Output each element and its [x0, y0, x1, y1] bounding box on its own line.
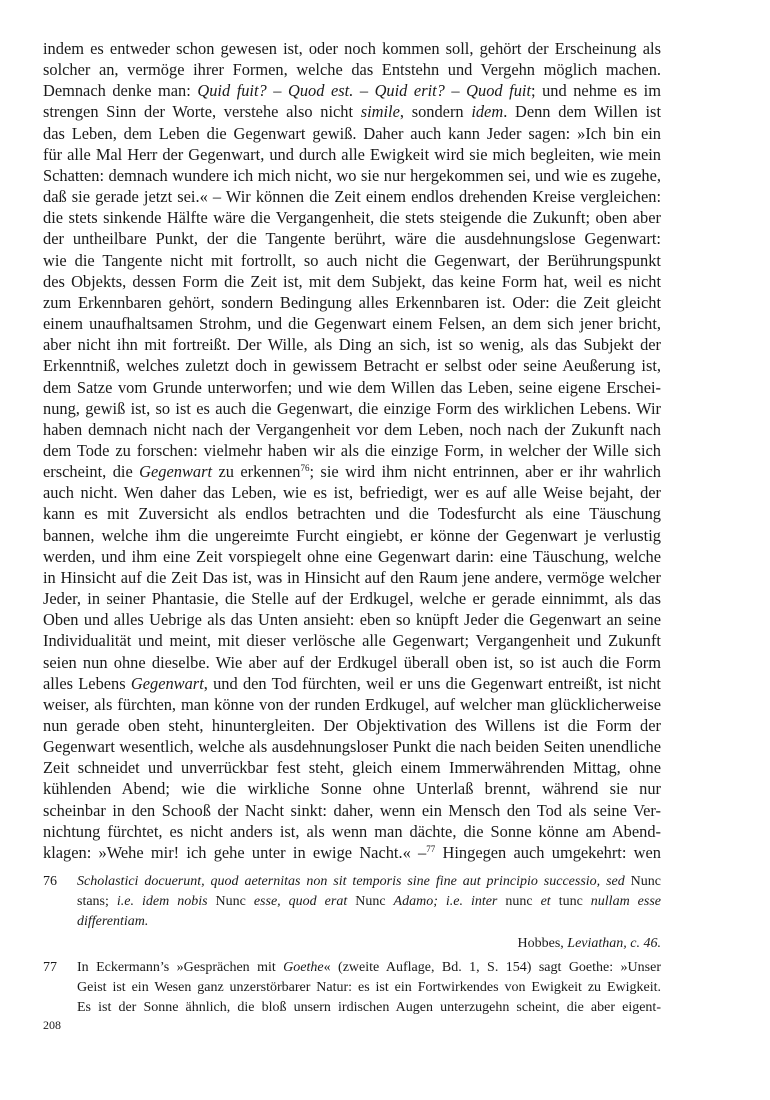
- text-line: klagen: »Wehe mir! ich gehe unter in ewige Nacht.« –$^{77}$ Hingegen auch umgekehrt: wen: [43, 842, 661, 862]
- text-line: das Leben, dem Leben die Gegenwart gewiß. Daher auch kann Jeder sagen: »Ich bin ein: [43, 123, 661, 143]
- text-line: kann es mit Zuversicht als endlos betrachten und die Todesfurcht als eine Täuschung: [43, 504, 661, 524]
- italic-run: idem: [471, 102, 504, 122]
- footnote-line: Scholastici docuerunt, quod aeternitas non sit temporis sine fine aut principio successio, sed Nunc: [77, 874, 661, 890]
- footnote-number: 77: [43, 960, 57, 976]
- footnote-line: Geist ist ein Wesen ganz unzerstörbarer Natur: es ist ein Fortwirkendes von Ewigkeit zu Ewigkeit.: [77, 980, 661, 996]
- italic-run: Leviathan, c. 46.: [567, 936, 661, 952]
- text-line: einem unaufhaltsamen Strohm, und die Gegenwart einem Felsen, an dem sich jener bricht,: [43, 314, 661, 334]
- text-line: bannen, welche ihm die ungereimte Furcht eingiebt, er könne der Gegenwart je verlustig: [43, 525, 661, 545]
- italic-run: Goethe: [283, 960, 324, 976]
- text-line: werden, und ihm eine Zeit vorspiegelt ohne eine Gegenwart darin: eine Täuschung, welche: [43, 546, 661, 566]
- italic-run: simile: [360, 102, 400, 122]
- italic-run: esse, quod erat: [253, 894, 348, 910]
- text-line: weiser, als fürchten, man könne von der runden Erdkugel, auf welcher man glücklicherweise: [43, 694, 661, 714]
- text-line: des Objekts, dessen Form die Zeit ist, mit dem Subjekt, das keine Form hat, weil es nicht: [43, 271, 661, 291]
- text-line: Gegenwart wesentlich, welche als ausdehnungsloser Punkt die nach beiden Seiten unendliche: [43, 737, 661, 757]
- footnote-text: [77, 872, 661, 954]
- text-line: für alle Mal Herr der Gegenwart, und durch alle Ewigkeit wird sie mich begleiten, wie mein: [43, 144, 661, 164]
- text-line: nichtung fürchtet, es nicht anders ist, als wenn man dächte, die Sonne könne am Abend-: [43, 821, 661, 841]
- main-text: [43, 38, 661, 863]
- text-line: indem es entweder schon gewesen ist, oder noch kommen soll, gehört der Erscheinung als: [43, 39, 661, 58]
- text-line: Schatten: demnach wundere ich mich nicht, wo sie nur hergekommen sei, und wie es zugehe,: [43, 165, 661, 185]
- page-number: 208: [43, 1018, 61, 1032]
- footnote-line: [77, 912, 661, 932]
- text-line: strengen Sinn der Worte, verstehe also nicht simile, sondern idem. Denn dem Willen ist: [43, 102, 661, 122]
- footnote-line: In Eckermann’s »Gesprächen mit Goethe« (zweite Auflage, Bd. 1, S. 154) sagt Goethe: »Unser: [77, 960, 661, 976]
- text-line: auch nicht. Wen daher das Leben, wie es ist, befriedigt, wer es auf alle Weise bejaht, der: [43, 483, 661, 503]
- text-line: in Hinsicht auf die Zeit Das ist, was in Hinsicht auf den Raum jene andere, vermöge welcher: [43, 567, 661, 587]
- text-line: aber nicht ihn mit fortreißt. Der Wille, als Ding an sich, ist so wenig, als das Subjekt der: [43, 335, 661, 355]
- text-line: solcher an, vermöge ihrer Formen, welche das Entstehn und Vergehn möglich machen.: [43, 60, 661, 80]
- text-line: seien nun ohne dieselbe. Wie aber auf der Erdkugel überall oben ist, so ist auch die Form: [43, 652, 661, 672]
- text-line: nun gerade oben steht, hinuntergleiten. Der Objektivation des Willens ist die Form der: [43, 716, 661, 735]
- italic-run: et: [540, 894, 551, 910]
- text-line: zum Erkennbaren gehört, sondern Bedingung alles Erkennbaren ist. Oder: die Zeit gleicht: [43, 292, 661, 312]
- text-line: Demnach denke man: Quid fuit? – Quod est. – Quid erit? – Quod fuit; und nehme es im: [43, 81, 661, 101]
- text-line: die stets sinkende Hälfte wäre die Vergangenheit, die stets steigende die Zukunft; oben aber: [43, 208, 661, 228]
- text-line: wie die Tangente nicht mit fortrollt, so auch nicht die Gegenwart, der Berührungspunkt: [43, 250, 661, 270]
- text-line: nung, gewiß ist, so ist es auch die Gegenwart, die einzige Form des wirklichen Lebens. Wir: [43, 398, 661, 418]
- footnote-76: [43, 872, 661, 954]
- text-line: dem Tode zu forschen: vielmehr haben wir als die einzige Form, in welcher der Wille sich: [43, 440, 661, 460]
- book-page: [43, 38, 661, 1022]
- text-line: haben demnach nicht nach der Vergangenheit vor dem Leben, noch nach der Zukunft nach: [43, 419, 661, 439]
- text-line: Individualität und meint, mit dieser verlösche alle Gegenwart; Vergangenheit und Zukunft: [43, 631, 661, 651]
- text-line: Jeder, in seiner Phantasie, die Stelle auf der Erdkugel, welche er gerade einnimmt, als das: [43, 589, 661, 609]
- text-line: daß sie gerade jetzt sei.« – Wir können die Zeit einem endlos drehenden Kreise vergleichen:: [43, 187, 661, 207]
- footnote-ref[interactable]: 76: [300, 463, 310, 474]
- italic-run: nullam esse: [590, 894, 662, 910]
- italic-run: Gegenwart: [130, 673, 204, 693]
- italic-run: differentiam.: [77, 914, 149, 930]
- text-line: scheinbar in den Schooß der Nacht sinkt: daher, wenn ein Mensch den Tod als seine Ver-: [43, 800, 661, 820]
- text-line: Erkenntniß, welches zuletzt doch in gewissem Betracht er selbst oder seine Aeußerung ist,: [43, 356, 661, 376]
- footnote-line: Es ist der Sonne ähnlich, die bloß unsern irdischen Augen unterzugehn scheint, die aber eigent-: [77, 1000, 661, 1016]
- text-line: kühlenden Abend; wie die wirkliche Sonne ohne Unterlaß brennt, während sie nur: [43, 779, 661, 799]
- italic-run: Adamo; i.e. inter: [393, 894, 498, 910]
- italic-run: Quid fuit? – Quod est. – Quid erit? – Quod fuit: [197, 81, 531, 101]
- italic-run: Gegenwart: [139, 462, 213, 482]
- footnote-ref[interactable]: 77: [426, 843, 436, 854]
- text-line: alles Lebens Gegenwart, und den Tod fürchten, weil er uns die Gegenwart entreißt, ist nicht: [43, 673, 661, 693]
- text-line: dem Satze vom Grunde unterworfen; und wie dem Willen das Leben, seine eigene Erschei-: [43, 377, 661, 397]
- footnote-attribution: Hobbes, Leviathan, c. 46.: [517, 936, 661, 952]
- italic-run: Scholastici docuerunt, quod aeternitas non sit temporis sine fine aut principio successio, sed: [77, 874, 625, 890]
- footnote-77: [43, 958, 661, 1018]
- footnote-number: 76: [43, 874, 57, 890]
- italic-run: i.e. idem nobis: [116, 894, 208, 910]
- footnote-text: [77, 958, 661, 1018]
- text-line: Zeit schneidet und unverrückbar fest steht, gleich einem Immerwährenden Mittag, ohne: [43, 758, 661, 778]
- text-line: der untheilbare Punkt, der die Tangente berührt, wäre die ausdehnungslose Gegenwart:: [43, 229, 661, 249]
- text-line: Oben und alles Uebrige als das Unten ansieht: eben so knüpft Jeder die Gegenwart an seine: [43, 610, 661, 630]
- footnotes: [43, 872, 661, 1018]
- text-line: erscheint, die Gegenwart zu erkennen$^{76}$; sie wird ihm nicht entrinnen, aber er ihr wahrlich: [43, 462, 661, 482]
- footnote-line: stans; i.e. idem nobis Nunc esse, quod erat Nunc Adamo; i.e. inter nunc et tunc nullam esse: [77, 894, 662, 910]
